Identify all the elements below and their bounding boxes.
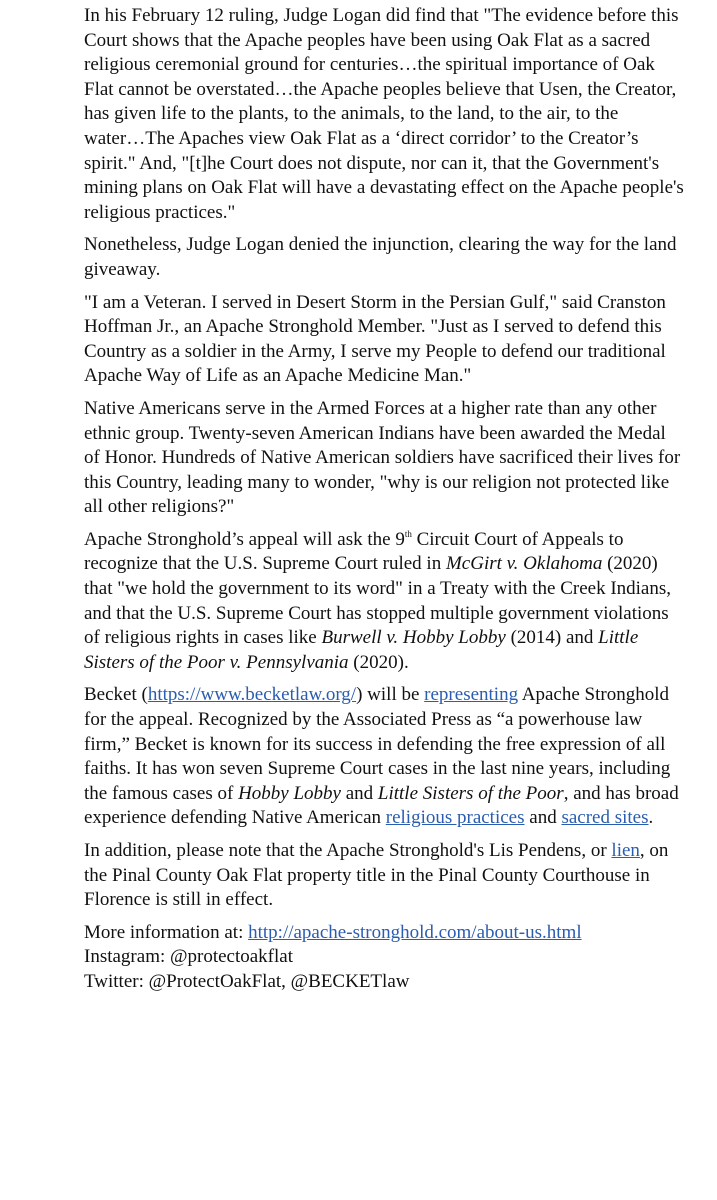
paragraph-lis-pendens: [84, 839, 684, 913]
lis-pendens-text-a: In addition, please note that the Apache Stronghold's Lis Pendens, or: [84, 840, 612, 861]
case-little-sisters-short: Little Sisters of the Poor: [377, 782, 564, 804]
becket-text-b: ) will be: [356, 684, 425, 706]
more-info-label: More information at:: [84, 921, 249, 943]
lien-link[interactable]: lien: [611, 840, 640, 861]
paragraph-becket: [84, 683, 684, 831]
appeal-text-d: (2014) and: [505, 627, 599, 649]
paragraph-ruling-quote: [84, 4, 684, 225]
appeal-text-a: Apache Stronghold’s appeal will ask the 9: [84, 528, 405, 550]
case-mcgirt: McGirt v. Oklahoma: [445, 553, 603, 575]
paragraph-veteran-quote: [84, 291, 684, 389]
twitter-line: [84, 970, 684, 995]
becket-text-f: and: [524, 807, 562, 829]
becket-text-c: Apache Stronghold for the appeal. Recognized by the Associated Press as “a powerhouse law firm,” Becket is known for its success in defending the free expression of all faiths. It has won seven Supreme Court cases in the last nine years, including the famous cases of: [84, 684, 671, 804]
ordinal-suffix: th: [404, 528, 412, 539]
appeal-text-b: Circuit Court of Appeals to recognize that the U.S. Supreme Court ruled in: [84, 528, 624, 575]
instagram-line: [84, 945, 684, 970]
paragraph-armed-forces: [84, 397, 684, 520]
becket-text-e: , and has broad experience defending Native American: [84, 782, 679, 829]
religious-practices-link[interactable]: religious practices: [385, 807, 525, 829]
representing-link[interactable]: representing: [424, 684, 519, 706]
case-burwell: Burwell v. Hobby Lobby: [321, 627, 506, 649]
injunction-denied-text: Nonetheless, Judge Logan denied the injunction, clearing the way for the land giveaway.: [84, 234, 677, 280]
appeal-text-c: (2020) that "we hold the government to its word" in a Treaty with the Creek Indians, and that the U.S. Supreme Court has stopped multiple government violations of religious rights in cases like: [84, 553, 671, 649]
document-body: [84, 4, 684, 995]
veteran-quote-text: "I am a Veteran. I served in Desert Storm in the Persian Gulf," said Cranston Hoffman Jr., an Apache Stronghold Member. "Just as I served to defend this Country as a soldier in the Army, I serve my People to defend our traditional Apache Way of Life as an Apache Medicine Man.": [84, 291, 666, 387]
more-info-line: [84, 921, 684, 946]
apache-stronghold-link[interactable]: http://apache-stronghold.com/about-us.html: [248, 921, 582, 943]
armed-forces-text: Native Americans serve in the Armed Forces at a higher rate than any other ethnic group. Twenty-seven American Indians have been awarded the Medal of Honor. Hundreds of Native American soldiers have sacrificed their lives for this Country, leading many to wonder, "why is our religion not protected like all other religions?": [84, 397, 681, 518]
paragraph-injunction-denied: [84, 233, 684, 282]
appeal-text-e: (2020).: [348, 651, 409, 673]
paragraph-appeal: [84, 528, 684, 676]
becket-text-g: .: [648, 807, 654, 829]
lis-pendens-text-b: , on the Pinal County Oak Flat property title in the Pinal County Courthouse in Florence is still in effect.: [84, 840, 669, 911]
becket-website-link[interactable]: https://www.becketlaw.org/: [147, 684, 357, 706]
case-hobby-lobby: Hobby Lobby: [238, 782, 341, 804]
becket-text-d: and: [340, 782, 378, 804]
case-little-sisters: Little Sisters of the Poor v. Pennsylvania: [84, 627, 639, 673]
instagram-text: Instagram: @protectoakflat: [84, 946, 293, 968]
sacred-sites-link[interactable]: sacred sites: [561, 807, 649, 829]
ruling-quote-text: In his February 12 ruling, Judge Logan did find that "The evidence before this Court shows that the Apache peoples have been using Oak Flat as a sacred religious ceremonial ground for centuries…the spiritual importance of Oak Flat cannot be overstated…the Apache peoples believe that Usen, the Creator, has given life to the plants, to the animals, to the land, to the air, to the water…The Apaches view Oak Flat as a ‘direct corridor’ to the Creator’s spirit." And, "[t]he Court does not dispute, nor can it, that the Government's mining plans on Oak Flat will have a devastating effect on the Apache people's religious practices.": [84, 5, 684, 223]
twitter-text: Twitter: @ProtectOakFlat, @BECKETlaw: [84, 970, 410, 992]
becket-text-a: Becket (: [84, 684, 148, 706]
